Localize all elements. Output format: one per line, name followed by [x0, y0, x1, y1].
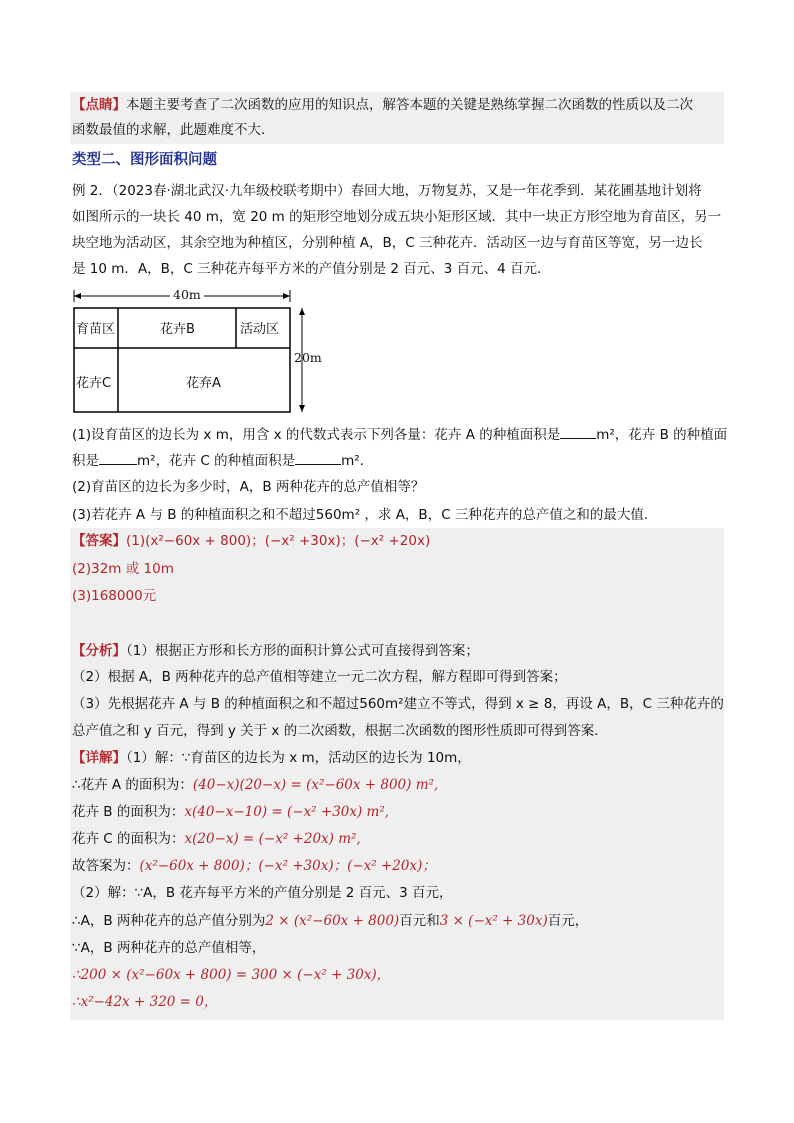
problem-line-2: 如图所示的一块长 40 m，宽 20 m 的矩形空地划分成五块小矩形区域．其中一块正方形空地为育苗区，另一 — [72, 209, 722, 225]
problem-line-1: 例 2．（2023春·湖北武汉·九年级校联考期中）春回大地，万物复苏，又是一年花季到．某花圃基地计划将 — [72, 183, 702, 199]
detail-line-8: ∵A，B 两种花卉的总产值相等， — [72, 940, 266, 956]
dianjing-line-1 — [72, 95, 693, 115]
cell-flower-a-label: 花弃A — [186, 376, 221, 391]
top-dimension-arrow-right — [283, 293, 290, 299]
detail-line-2 — [72, 775, 438, 795]
detail-tag: 【详解】 — [72, 750, 126, 766]
question-2: (2)育苗区的边长为多少时，A，B 两种花卉的总产值相等？ — [72, 479, 425, 495]
detail-line-10: ∴x²−42x + 320 = 0， — [72, 994, 218, 1010]
answer-blank-b — [99, 450, 137, 465]
answer-blank-a — [560, 424, 596, 439]
detail-line-3 — [72, 802, 389, 822]
detail-line-9: ∴200 × (x²−60x + 800) = 300 × (−x² + 30x)， — [72, 967, 391, 983]
detail-text-1: （1）解：∵育苗区的边长为 x m，活动区的边长为 10m， — [126, 750, 471, 766]
problem-line-3: 块空地为活动区，其余空地为种植区，分别种植 A，B，C 三种花卉．活动区一边与育苗区等宽，另一边长 — [72, 235, 703, 251]
dianjing-text-1: 本题主要考查了二次函数的应用的知识点，解答本题的关键是熟练掌握二次函数的性质以及二次 — [126, 97, 693, 113]
analysis-line-2: （2）根据 A，B 两种花卉的总产值相等建立一元二次方程，解方程即可得到答案； — [72, 669, 567, 685]
answer-2: (2)32m 或 10m — [72, 561, 174, 577]
detail-text-7c: 百元和 — [399, 913, 440, 929]
detail-math-7d: 3 × (−x² + 30x) — [439, 913, 548, 929]
cell-activity-label: 活动区 — [240, 322, 280, 337]
detail-line-4 — [72, 829, 361, 849]
answer-3: (3)168000元 — [72, 588, 157, 604]
detail-math-3: x(40−x−10) = (−x² +30x) m², — [184, 804, 390, 820]
answer-blank-c — [295, 450, 341, 465]
analysis-text-1: （1）根据正方形和长方形的面积计算公式可直接得到答案； — [126, 643, 479, 659]
analysis-line-3: （3）先根据花卉 A 与 B 的种植面积之和不超过560m²建立不等式，得到 x ≥ 8，再设 A，B，C 三种花卉的 — [72, 696, 724, 712]
detail-text-2a: ∴花卉 A 的面积为： — [72, 777, 193, 793]
q1-text-d: m²，花卉 C 的种植面积是 — [137, 453, 296, 469]
top-dimension-label: 40m — [170, 287, 204, 302]
answer-line-1 — [72, 531, 430, 551]
detail-text-5a: 故答案为： — [72, 858, 140, 874]
cell-flower-c-label: 花卉C — [76, 376, 112, 391]
top-dimension-arrow-left — [74, 293, 81, 299]
detail-text-7a: ∴A，B 两种花卉的总产值分别为 — [72, 913, 266, 929]
problem-line-4: 是 10 m．A，B，C 三种花卉每平方米的产值分别是 2 百元、3 百元、4 百元． — [72, 261, 551, 277]
q1-text-a: (1)设育苗区的边长为 x m，用含 x 的代数式表示下列各量：花卉 A 的种植面积是 — [72, 427, 561, 443]
detail-text-3a: 花卉 B 的面积为： — [72, 804, 185, 820]
detail-math-4: x(20−x) = (−x² +20x) m², — [184, 831, 361, 847]
detail-math-7b: 2 × (x²−60x + 800) — [265, 913, 400, 929]
cell-flower-b-label: 花卉B — [160, 322, 195, 337]
section-title: 类型二、图形面积问题 — [72, 152, 217, 168]
dianjing-line-2: 函数最值的求解，此题难度不大． — [72, 122, 275, 138]
analysis-line-1 — [72, 641, 479, 661]
q1-text-b: m²，花卉 B 的种植面 — [596, 427, 728, 443]
right-dimension-arrow-bottom — [299, 405, 305, 412]
right-dimension-arrow-top — [299, 308, 305, 315]
answer-tag: 【答案】 — [72, 533, 126, 549]
detail-line-5 — [72, 856, 436, 876]
detail-math-5: (x²−60x + 800)；(−x² +30x)；(−x² +20x)； — [139, 858, 436, 874]
question-1-line-2 — [72, 450, 364, 471]
analysis-line-4: 总产值之和 y 百元，得到 y 关于 x 的二次函数，根据二次函数的图形性质即可得到答案． — [72, 723, 608, 739]
analysis-tag: 【分析】 — [72, 643, 126, 659]
detail-text-7e: 百元， — [547, 913, 589, 929]
detail-line-1 — [72, 748, 471, 768]
q1-text-e: m². — [341, 453, 364, 469]
detail-math-2: (40−x)(20−x) = (x²−60x + 800) m², — [192, 777, 439, 793]
q1-text-c: 积是 — [72, 453, 99, 469]
dianjing-tag: 【点睛】 — [72, 97, 126, 113]
answer-1: (1)(x²−60x + 800)；(−x² +30x)；(−x² +20x) — [126, 533, 431, 549]
question-3: (3)若花卉 A 与 B 的种植面积之和不超过560m² ，求 A，B，C 三种花卉的总产值之和的最大值． — [72, 507, 658, 523]
detail-text-4a: 花卉 C 的面积为： — [72, 831, 185, 847]
field-diagram — [70, 286, 330, 418]
detail-line-7 — [72, 911, 588, 931]
cell-nursery-label: 育苗区 — [76, 322, 116, 337]
right-dimension-label: 20m — [294, 350, 322, 365]
question-1-line-1 — [72, 424, 727, 445]
detail-line-6: （2）解：∵A，B 花卉每平方米的产值分别是 2 百元、3 百元， — [72, 885, 453, 901]
